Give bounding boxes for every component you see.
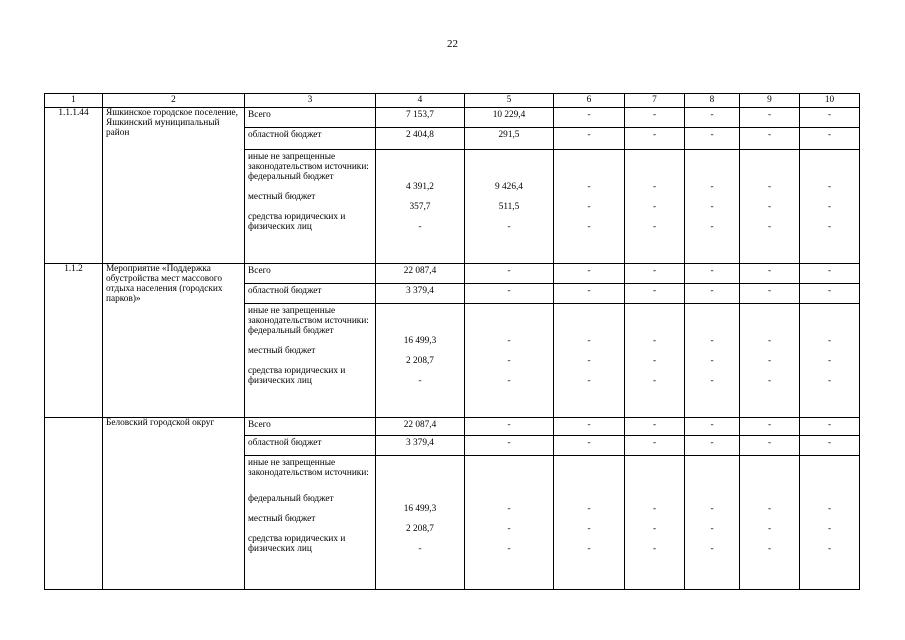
value-text: - xyxy=(827,202,832,212)
value-text: - xyxy=(767,356,772,366)
funding-source-cell xyxy=(245,304,376,418)
table-row xyxy=(45,264,860,284)
value-cell: - xyxy=(625,128,685,150)
value-cell: - xyxy=(685,264,740,284)
value-text: - xyxy=(652,504,657,514)
value-cell: - xyxy=(554,128,625,150)
value-text: - xyxy=(418,222,422,232)
column-header: 10 xyxy=(800,94,860,108)
value-cell: - xyxy=(800,108,860,128)
value-cell: - xyxy=(554,108,625,128)
funding-source-block xyxy=(248,150,372,232)
value-cell xyxy=(625,304,685,418)
value-text: - xyxy=(710,376,714,386)
value-cell xyxy=(740,150,800,264)
page-number: 22 xyxy=(447,38,458,50)
table-row xyxy=(45,418,860,436)
funding-source-label: местный бюджет xyxy=(248,346,316,356)
value-text: - xyxy=(827,376,832,386)
value-cell xyxy=(376,456,465,590)
value-cell: - xyxy=(740,436,800,456)
value-cell xyxy=(376,304,465,418)
value-cell: - xyxy=(685,108,740,128)
value-cell: - xyxy=(800,418,860,436)
value-cell: - xyxy=(685,128,740,150)
value-text: - xyxy=(767,376,772,386)
item-name: Мероприятие «Поддержка обустройства мест массового отдыха населения (городских парков)» xyxy=(103,264,245,418)
value-text: - xyxy=(507,544,511,554)
table-row xyxy=(45,108,860,128)
value-text: - xyxy=(767,202,772,212)
column-header: 6 xyxy=(554,94,625,108)
funding-source-label: Всего xyxy=(245,264,376,284)
value-cell: - xyxy=(740,418,800,436)
value-cell: - xyxy=(800,128,860,150)
value-cell xyxy=(465,304,554,418)
value-cell xyxy=(465,150,554,264)
value-text: - xyxy=(587,356,591,366)
value-cell: 22 087,4 xyxy=(376,264,465,284)
value-text: 16 499,3 xyxy=(403,336,437,346)
value-cell xyxy=(625,150,685,264)
item-code: 1.1.1.44 xyxy=(45,108,103,264)
value-cell: - xyxy=(625,264,685,284)
value-cell: 7 153,7 xyxy=(376,108,465,128)
column-header: 2 xyxy=(103,94,245,108)
value-cell: - xyxy=(465,264,554,284)
value-text: 2 208,7 xyxy=(406,356,434,366)
value-text: - xyxy=(507,222,511,232)
value-text: - xyxy=(652,182,657,192)
value-text: - xyxy=(652,202,657,212)
value-cell xyxy=(554,304,625,418)
value-text: - xyxy=(652,356,657,366)
value-cell: - xyxy=(800,284,860,304)
value-text: - xyxy=(827,222,832,232)
funding-source-label: местный бюджет xyxy=(248,514,316,524)
column-header: 7 xyxy=(625,94,685,108)
value-cell: - xyxy=(625,418,685,436)
value-text: - xyxy=(710,336,714,346)
value-cell: - xyxy=(740,128,800,150)
value-text: - xyxy=(418,376,422,386)
item-code xyxy=(45,418,103,590)
value-cell xyxy=(685,304,740,418)
value-cell: - xyxy=(465,284,554,304)
value-text: - xyxy=(587,222,591,232)
funding-source-cell xyxy=(245,150,376,264)
value-text: - xyxy=(587,202,591,212)
value-text: - xyxy=(710,544,714,554)
other-sources-intro: иные не запрещенные законодательством источники: xyxy=(248,306,369,326)
value-text: - xyxy=(587,524,591,534)
value-text: - xyxy=(587,336,591,346)
value-cell: - xyxy=(685,418,740,436)
budget-table xyxy=(44,93,860,590)
value-cell: - xyxy=(554,284,625,304)
value-text: - xyxy=(710,356,714,366)
value-cell xyxy=(554,456,625,590)
value-cell: 22 087,4 xyxy=(376,418,465,436)
funding-source-label: Всего xyxy=(245,418,376,436)
value-cell: - xyxy=(465,418,554,436)
item-code: 1.1.2 xyxy=(45,264,103,418)
column-header: 5 xyxy=(465,94,554,108)
value-text: - xyxy=(507,356,511,366)
value-text: - xyxy=(507,336,511,346)
value-text: - xyxy=(827,524,832,534)
funding-source-cell xyxy=(245,456,376,590)
value-text: 511,5 xyxy=(498,202,520,212)
value-text: - xyxy=(767,222,772,232)
value-text: 4 391,2 xyxy=(406,182,434,192)
funding-source-label: местный бюджет xyxy=(248,192,316,202)
value-text: 9 426,4 xyxy=(495,182,523,192)
value-cell: - xyxy=(800,264,860,284)
value-cell: 3 379,4 xyxy=(376,284,465,304)
funding-source-label: средства юридических и физических лиц xyxy=(248,366,346,386)
value-text: - xyxy=(767,544,772,554)
value-text: - xyxy=(710,524,714,534)
funding-source-label: средства юридических и физических лиц xyxy=(248,212,346,232)
value-text: - xyxy=(767,182,772,192)
value-cell xyxy=(800,304,860,418)
column-header: 9 xyxy=(740,94,800,108)
other-sources-intro: иные не запрещенные законодательством источники: xyxy=(248,152,369,172)
value-cell: - xyxy=(625,108,685,128)
funding-source-label: средства юридических и физических лиц xyxy=(248,534,346,554)
value-text: - xyxy=(652,376,657,386)
funding-source-label: федеральный бюджет xyxy=(248,494,334,504)
value-text: - xyxy=(507,376,511,386)
item-name: Яшкинское городское поселение, Яшкинский муниципальный район xyxy=(103,108,245,264)
value-cell: - xyxy=(465,436,554,456)
table-body xyxy=(45,108,860,590)
funding-source-label: Всего xyxy=(245,108,376,128)
value-text: - xyxy=(587,544,591,554)
value-cell xyxy=(800,150,860,264)
value-cell xyxy=(685,456,740,590)
value-cell xyxy=(800,456,860,590)
other-sources-intro: иные не запрещенные законодательством источники: xyxy=(248,458,369,478)
value-cell: - xyxy=(685,436,740,456)
value-text: - xyxy=(652,336,657,346)
value-text: - xyxy=(767,504,772,514)
value-cell: 291,5 xyxy=(465,128,554,150)
value-cell: 10 229,4 xyxy=(465,108,554,128)
funding-source-block xyxy=(248,304,372,386)
column-header: 4 xyxy=(376,94,465,108)
value-text: - xyxy=(587,182,591,192)
funding-source-label: областной бюджет xyxy=(245,128,376,150)
value-cell: 3 379,4 xyxy=(376,436,465,456)
funding-source-label: федеральный бюджет xyxy=(248,326,334,336)
value-text: - xyxy=(710,202,714,212)
value-text: - xyxy=(652,544,657,554)
value-cell: - xyxy=(554,418,625,436)
value-text: 2 208,7 xyxy=(406,524,434,534)
column-header: 8 xyxy=(685,94,740,108)
value-text: - xyxy=(710,504,714,514)
value-cell: - xyxy=(625,436,685,456)
value-cell: - xyxy=(625,284,685,304)
item-name: Беловский городской округ xyxy=(103,418,245,590)
header-row xyxy=(45,94,860,108)
value-cell: - xyxy=(554,436,625,456)
column-header: 1 xyxy=(45,94,103,108)
value-text: - xyxy=(827,504,832,514)
value-text: - xyxy=(767,336,772,346)
value-text: - xyxy=(827,336,832,346)
value-cell xyxy=(554,150,625,264)
funding-source-label: областной бюджет xyxy=(245,284,376,304)
value-cell: 2 404,8 xyxy=(376,128,465,150)
value-text: 16 499,3 xyxy=(403,504,437,514)
value-cell: - xyxy=(740,264,800,284)
value-text: - xyxy=(652,222,657,232)
funding-source-label: федеральный бюджет xyxy=(248,172,334,182)
value-cell xyxy=(740,304,800,418)
value-cell: - xyxy=(740,284,800,304)
value-cell: - xyxy=(685,284,740,304)
value-text: - xyxy=(507,504,511,514)
value-cell: - xyxy=(800,436,860,456)
value-cell: - xyxy=(740,108,800,128)
value-text: - xyxy=(507,524,511,534)
value-text: - xyxy=(827,544,832,554)
funding-source-block xyxy=(248,456,372,554)
value-text: - xyxy=(710,182,714,192)
value-text: - xyxy=(827,182,832,192)
value-text: - xyxy=(767,524,772,534)
funding-source-label: областной бюджет xyxy=(245,436,376,456)
value-text: 357,7 xyxy=(409,202,431,212)
value-text: - xyxy=(827,356,832,366)
value-cell xyxy=(625,456,685,590)
value-cell xyxy=(740,456,800,590)
value-text: - xyxy=(587,376,591,386)
value-cell xyxy=(465,456,554,590)
value-text: - xyxy=(587,504,591,514)
column-header: 3 xyxy=(245,94,376,108)
value-text: - xyxy=(652,524,657,534)
value-cell xyxy=(376,150,465,264)
value-cell: - xyxy=(554,264,625,284)
value-text: - xyxy=(710,222,714,232)
value-cell xyxy=(685,150,740,264)
value-text: - xyxy=(418,544,422,554)
